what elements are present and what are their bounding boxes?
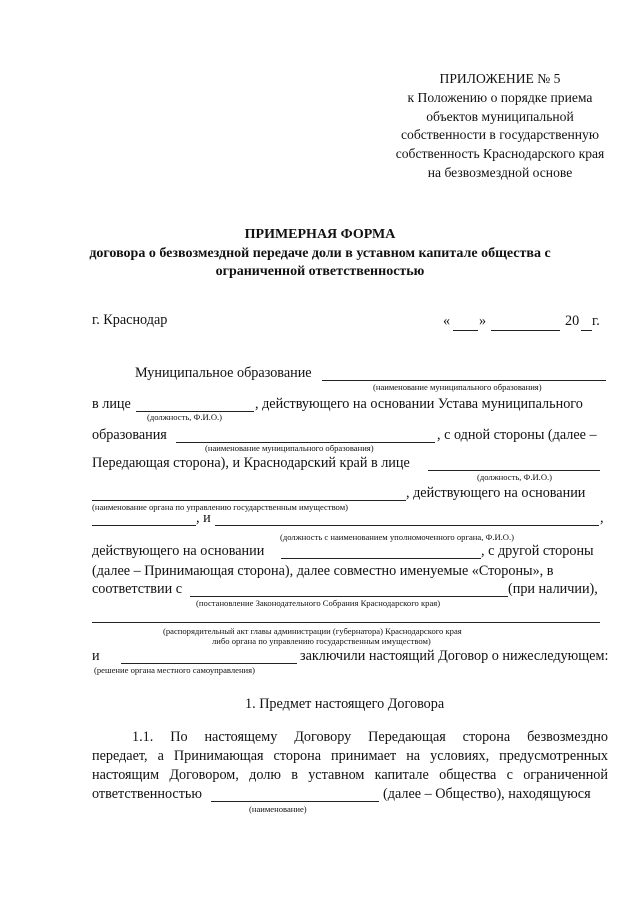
caption: (должность с наименованием уполномоченного органа, Ф.И.О.) <box>280 532 515 542</box>
date-quote-close: » <box>479 313 487 329</box>
caption: (наименование муниципального образования) <box>205 443 374 453</box>
annex-number: ПРИЛОЖЕНИЕ № 5 <box>439 71 561 86</box>
date-day-line <box>453 330 478 331</box>
concluded: заключили настоящий Договор о нижеследующем: <box>300 648 609 664</box>
date-quote-open: « <box>443 313 451 329</box>
if-any: (при наличии), <box>508 581 598 597</box>
blank-company-name <box>211 801 379 802</box>
annex-block <box>360 70 640 183</box>
caption: (наименование органа по управлению государственным имуществом) <box>92 502 348 512</box>
section-line4-end: (далее – Общество), находящуюся <box>383 786 591 802</box>
section-line: передает, а Принимающая сторона принимает на условиях, предусмотренных <box>92 748 608 764</box>
date-year-line <box>581 330 592 331</box>
section-line4-start: ответственностью <box>92 786 203 802</box>
acting-basis-2: действующего на основании <box>92 543 265 559</box>
caption: (должность, Ф.И.О.) <box>477 472 553 482</box>
annex-line: объектов муниципальной <box>426 108 574 124</box>
accordance: соответствии с <box>92 581 183 597</box>
caption: (должность, Ф.И.О.) <box>147 412 223 422</box>
annex-line: собственность Краснодарского края <box>395 146 605 162</box>
comma: , <box>600 510 604 526</box>
and-comma: , и <box>196 510 211 526</box>
blank-short <box>92 525 196 526</box>
annex-line: на безвозмездной основе <box>427 164 573 180</box>
annex-line: собственности в государственную <box>400 127 599 143</box>
form-subtitle-line1: договора о безвозмездной передаче доли в уставном капитале общества с <box>89 246 551 261</box>
blank-order <box>92 622 600 623</box>
date-year-prefix: 20 <box>565 313 580 329</box>
form-subtitle-line2: ограниченной ответственностью <box>215 264 425 279</box>
caption: (наименование муниципального образования) <box>373 382 542 392</box>
caption: (наименование) <box>249 804 307 814</box>
form-title: ПРИМЕРНАЯ ФОРМА <box>244 227 396 242</box>
blank-local <box>121 663 297 664</box>
caption: либо органа по управлению государственным имуществом) <box>212 636 431 646</box>
annex-line: к Положению о порядке приема <box>407 89 593 105</box>
blank-position-2 <box>428 470 600 471</box>
blank-body-name <box>92 500 406 501</box>
caption: (распорядительный акт главы администрации (губернатора) Краснодарского края <box>163 626 462 636</box>
blank-basis <box>281 558 481 559</box>
other-side: , с другой стороны <box>481 543 594 559</box>
receiving: (далее – Принимающая сторона), далее совместно именуемые «Стороны», в <box>92 563 554 579</box>
acting-charter: , действующего на основании Устава муниципального <box>255 396 583 412</box>
section-line: 1.1. По настоящему Договору Передающая сторона безвозмездно <box>132 729 608 745</box>
date-month-line <box>491 330 560 331</box>
transferring: Передающая сторона), и Краснодарский край в лице <box>92 455 410 471</box>
place: г. Краснодар <box>92 312 168 328</box>
date-year-suffix: г. <box>592 313 600 329</box>
section-heading: 1. Предмет настоящего Договора <box>245 696 445 712</box>
in-person: в лице <box>92 396 131 412</box>
caption: (постановление Законодательного Собрания Краснодарского края) <box>196 598 441 608</box>
blank-municipality <box>322 380 606 381</box>
acting-basis: , действующего на основании <box>406 485 586 501</box>
blank-resolution <box>190 596 508 597</box>
one-side: , с одной стороны (далее – <box>437 427 597 443</box>
section-line: настоящим Договором, долю в уставном капитале общества с ограниченной <box>92 767 608 783</box>
blank-authorized <box>215 525 599 526</box>
and: и <box>92 648 100 664</box>
caption: (решение органа местного самоуправления) <box>94 665 255 675</box>
p1-start: Муниципальное образование <box>135 365 312 381</box>
formation: образования <box>92 427 167 443</box>
